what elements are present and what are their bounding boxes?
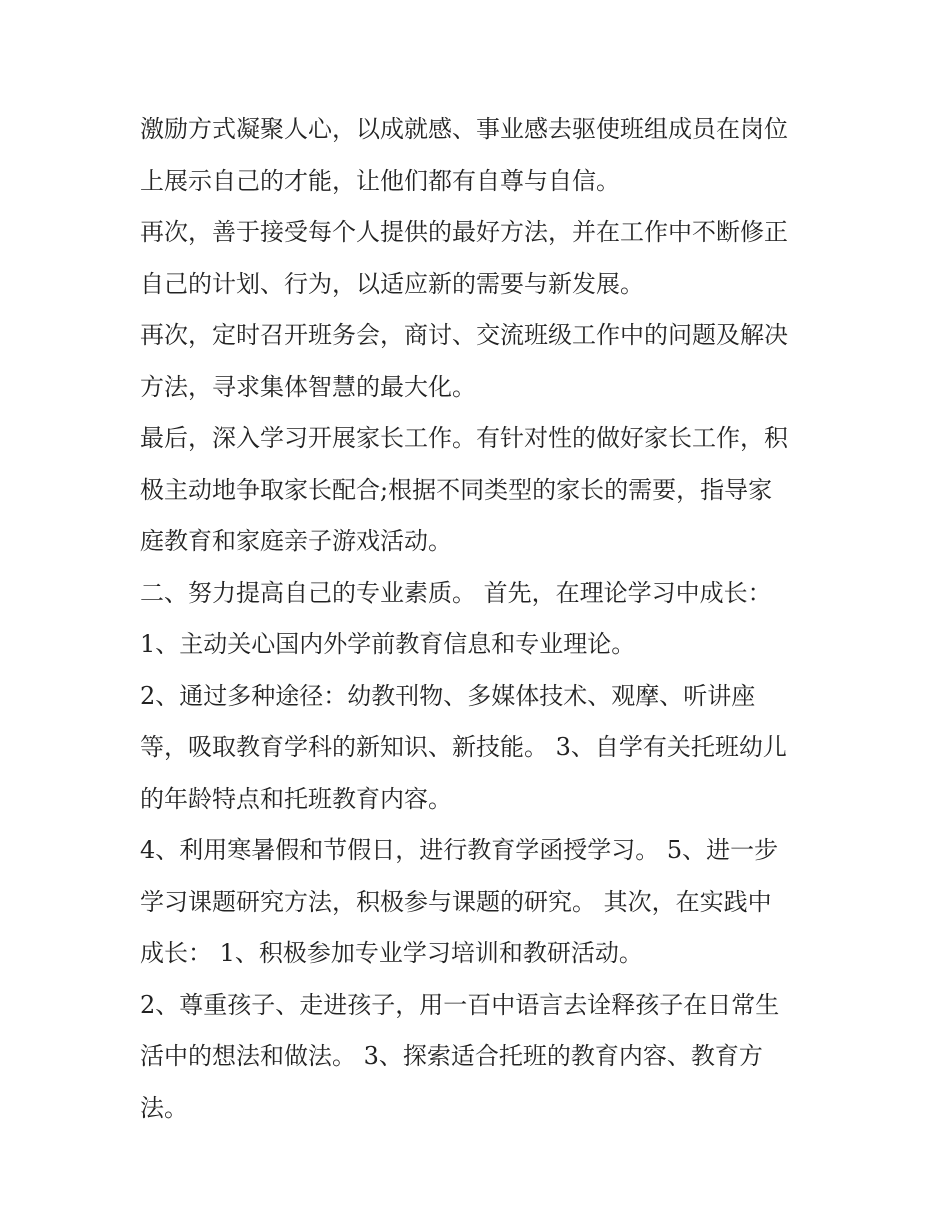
text-line: 上展示自己的才能，让他们都有自尊与自信。 [140, 166, 620, 195]
text-line: 自己的计划、行为，以适应新的需要与新发展。 [140, 269, 644, 298]
document-body [140, 104, 820, 1134]
text-line: 法。 [140, 1093, 188, 1122]
text-line: 2、通过多种途径：幼教刊物、多媒体技术、观摩、听讲座 [140, 681, 756, 710]
text-line: 最后，深入学习开展家长工作。有针对性的做好家长工作，积 [140, 424, 788, 452]
text-line: 1、主动关心国内外学前教育信息和专业理论。 [140, 630, 636, 658]
text-line: 再次，定时召开班务会，商讨、交流班级工作中的问题及解决 [140, 321, 788, 349]
text-line: 4、利用寒暑假和节假日，进行教育学函授学习。 5、进一步 [140, 836, 779, 864]
text-line: 再次，善于接受每个人提供的最好方法，并在工作中不断修正 [140, 218, 788, 246]
text-line: 方法，寻求集体智慧的最大化。 [140, 372, 476, 401]
text-line: 庭教育和家庭亲子游戏活动。 [140, 527, 452, 555]
text-line: 学习课题研究方法，积极参与课题的研究。 其次，在实践中 [140, 887, 772, 916]
text-line: 等，吸取教育学科的新知识、新技能。 3、自学有关托班幼儿 [140, 733, 787, 761]
text-line: 极主动地争取家长配合;根据不同类型的家长的需要，指导家 [140, 475, 773, 504]
text-line: 活中的想法和做法。 3、探索适合托班的教育内容、教育方 [140, 1042, 763, 1070]
text-line: 2、尊重孩子、走进孩子，用一百中语言去诠释孩子在日常生 [140, 990, 780, 1019]
section-heading: 二、努力提高自己的专业素质。 首先，在理论学习中成长： [140, 578, 772, 607]
text-line: 的年龄特点和托班教育内容。 [140, 784, 452, 813]
text-line: 激励方式凝聚人心，以成就感、事业感去驱使班组成员在岗位 [140, 115, 788, 143]
text-line: 成长： 1、积极参加专业学习培训和教研活动。 [140, 939, 643, 967]
